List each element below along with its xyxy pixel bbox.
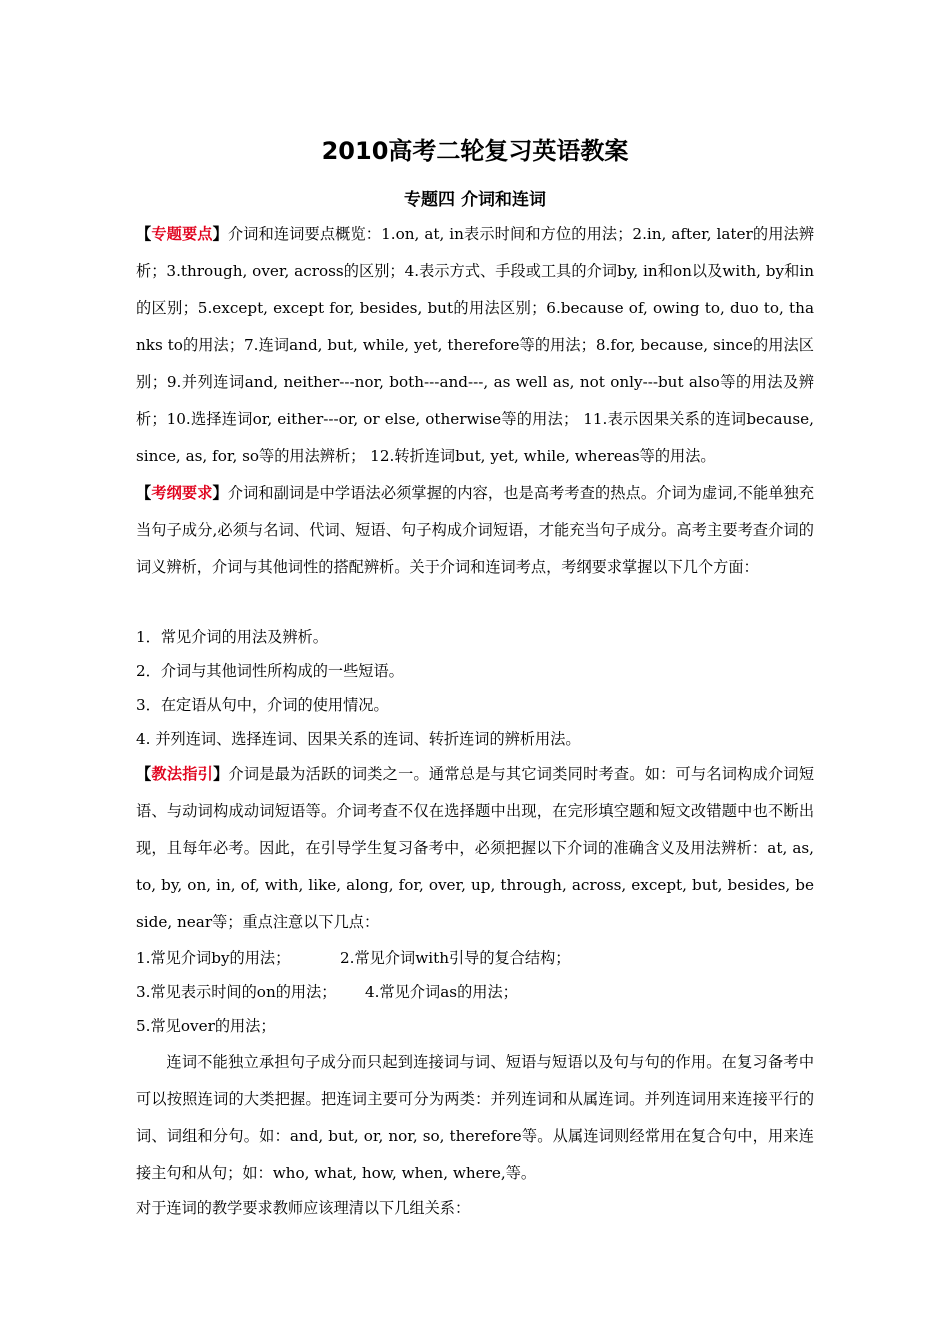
teaching-text: 介词是最为活跃的词类之一。通常总是与其它词类同时考查。如：可与名词构成介词短语、与动词构成动词短语等。介词考查不仅在选择题中出现，在完形填空题和短文改错题中也不断出现，且每年必考。因此，在引导学生复习备考中，必须把握以下介词的准确含义及用法辨析：at, as, to, by, on, in, of, with, like, along, for, over, up, through, across, except, but, besides, beside, near等；重点注意以下几点： [136, 765, 815, 931]
document-title: 2010高考二轮复习英语教案 [321, 137, 629, 165]
key-points-paragraph [136, 216, 814, 475]
key-points-label: 专题要点 [151, 225, 213, 243]
teaching-points-row-2 [136, 975, 814, 1009]
closing-line: 对于连词的教学要求教师应该理清以下几组关系： [136, 1199, 471, 1217]
syllabus-text: 介词和副词是中学语法必须掌握的内容，也是高考考查的热点。介词为虚词,不能单独充当句子成分,必须与名词、代词、短语、句子构成介词短语，才能充当句子成分。高考主要考查介词的词义辨析，介词与其他词性的搭配辨析。关于介词和连词考点，考纲要求掌握以下几个方面： [136, 484, 815, 576]
teaching-open-bracket: 【 [136, 765, 152, 783]
key-points-close-bracket: 】 [212, 225, 228, 243]
teaching-point-1: 1.常见介词by的用法； [136, 949, 291, 967]
conjunction-paragraph: 连词不能独立承担句子成分而只起到连接词与词、短语与短语以及句与句的作用。在复习备考中可以按照连词的大类把握。把连词主要可分为两类：并列连词和从属连词。并列连词用来连接平行的词、词组和分句。如：and, but, or, nor, so, therefore等。从属连词则经常用在复合句中，用来连接主句和从句；如：who, what, how, when, where,等。 [136, 1053, 814, 1182]
teaching-paragraph [136, 756, 814, 941]
syllabus-item-2: 2．介词与其他词性所构成的一些短语。 [136, 662, 404, 680]
syllabus-label: 考纲要求 [151, 484, 213, 502]
teaching-point-3: 3.常见表示时间的on的用法； [136, 983, 337, 1001]
key-points-text: 介词和连词要点概览：1.on, at, in表示时间和方位的用法；2.in, after, later的用法辨析；3.through, over, across的区别；4.表示方式、手段或工具的介词by, in和on以及with, by和in的区别；5.except, except for, besides, but的用法区别；6.because of, owing to, duo to, thanks to的用法；7.连词and, but, while, yet, therefore等的用法；8.for, because, since的用法区别；9.并列连词and, neither---nor, both---and---, as well as, not only---but also等的用法及辨析；10.选择连词or, either---or, or else, otherwise等的用法； 11.表示因果关系的连词because, since, as, for, so等的用法辨析； 12.转折连词but, yet, while, whereas等的用法。 [136, 225, 815, 465]
syllabus-open-bracket: 【 [136, 484, 152, 502]
teaching-close-bracket: 】 [213, 765, 229, 783]
teaching-point-5: 5.常见over的用法； [136, 1017, 276, 1035]
teaching-points-row-1 [136, 941, 814, 975]
document-subtitle: 专题四 介词和连词 [404, 190, 546, 210]
teaching-label: 教法指引 [151, 765, 214, 783]
syllabus-close-bracket: 】 [212, 484, 228, 502]
syllabus-item-1: 1．常见介词的用法及辨析。 [136, 628, 328, 646]
syllabus-paragraph [136, 475, 814, 586]
teaching-point-4: 4.常见介词as的用法； [365, 983, 518, 1001]
syllabus-item-4: 4. 并列连词、选择连词、因果关系的连词、转折连词的辨析用法。 [136, 730, 581, 748]
teaching-point-2: 2.常见介词with引导的复合结构； [340, 949, 571, 967]
syllabus-item-3: 3．在定语从句中，介词的使用情况。 [136, 696, 389, 714]
key-points-open-bracket: 【 [136, 225, 152, 243]
